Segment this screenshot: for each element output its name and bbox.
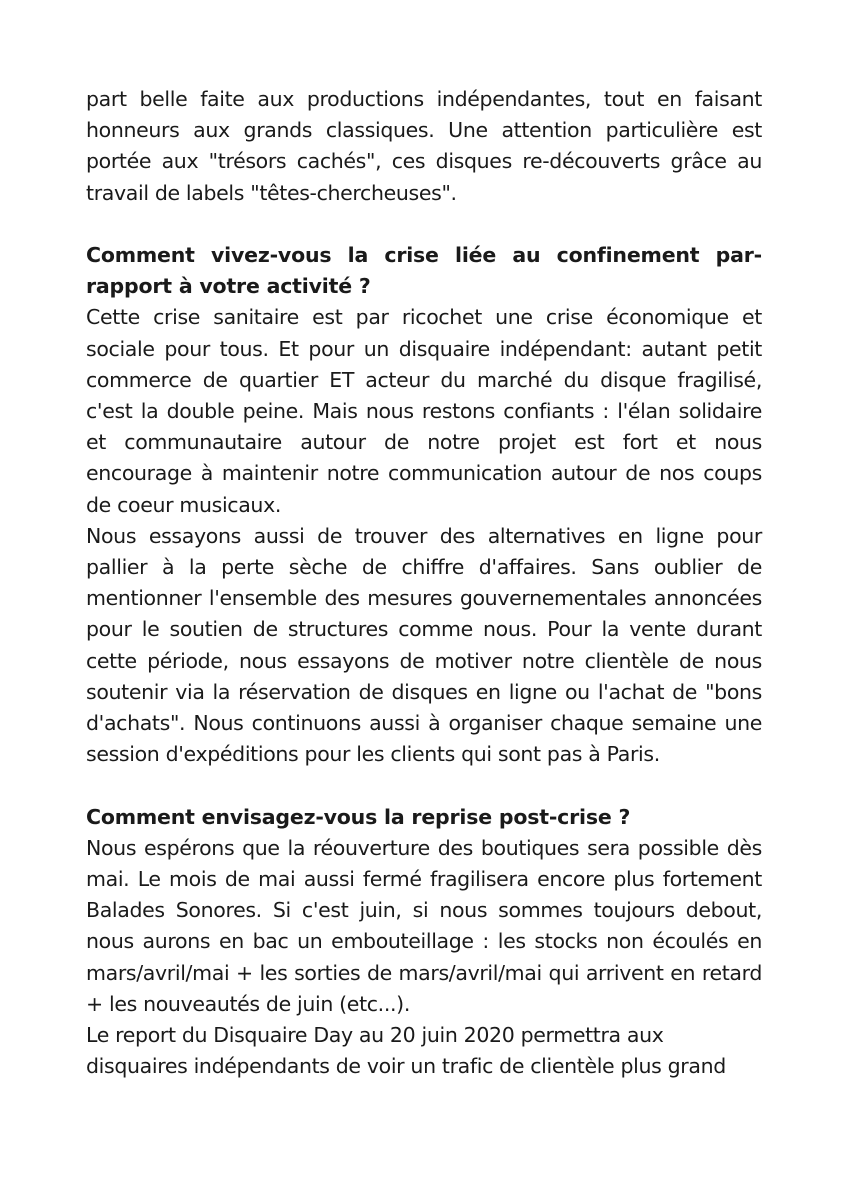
answer-paragraph: Nous espérons que la réouverture des boutiques sera possible dès mai. Le mois de mai aussi fermé fragilisera encore plus fortement Balades Sonores. Si c'est juin, si nous sommes toujours debout, nous aurons en bac un embouteillage : les stocks non écoulés en mars/avril/mai + les sorties de mars/avril/mai qui arrivent en retard + les nouveautés de juin (etc...). [86,835,762,1016]
intro-paragraph: part belle faite aux productions indépendantes, tout en faisant honneurs aux grands classiques. Une attention particulière est portée aux "trésors cachés", ces disques re-découverts grâce au travail de labels "têtes-chercheuses". [86,87,762,205]
section-question-crisis: Comment vivez-vous la crise liée au confinement par-rapport à votre activité ? [86,243,762,299]
answer-paragraph: Nous essayons aussi de trouver des alternatives en ligne pour pallier à la perte sèche de chiffre d'affaires. Sans oublier de mentionner l'ensemble des mesures gouvernementales annoncées pour le soutien de structures comme nous. Pour la vente durant cette période, nous essayons de motiver notre clientèle de nous soutenir via la réservation de disques en ligne ou l'achat de "bons d'achats". Nous continuons aussi à organiser chaque semaine une session d'expéditions pour les clients qui sont pas à Paris. [86,523,762,767]
paragraph-spacer [86,209,762,240]
section-question-recovery: Comment envisagez-vous la reprise post-crise ? [86,804,631,829]
answer-paragraph: Cette crise sanitaire est par ricochet une crise économique et sociale pour tous. Et pour un disquaire indépendant: autant petit commerce de quartier ET acteur du marché du disque fragilisé, c'est la double peine. Mais nous restons confiants : l'élan solidaire et communautaire autour de notre projet est fort et nous encourage à maintenir notre communication autour de nos coups de coeur musicaux. [86,305,762,517]
document-page [86,84,762,1082]
paragraph-spacer [86,770,762,801]
answer-paragraph-last: Le report du Disquaire Day au 20 juin 2020 permettra aux disquaires indépendants de voir un trafic de clientèle plus grand [86,1023,726,1079]
